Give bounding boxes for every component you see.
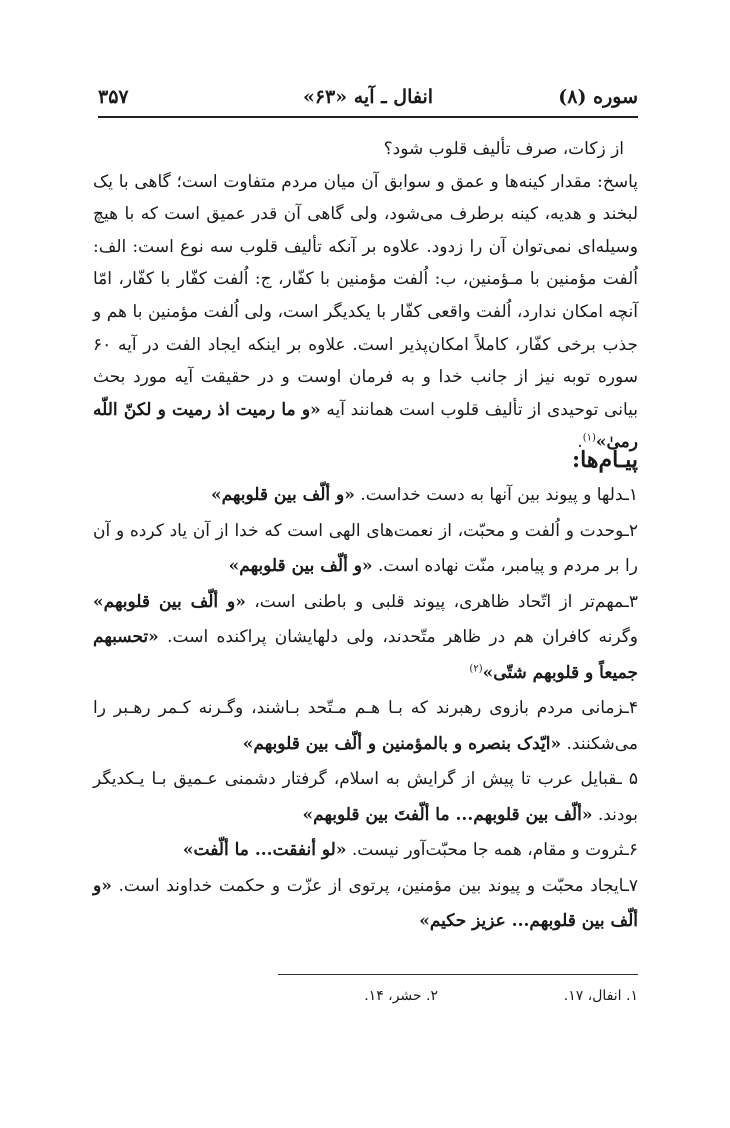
item-text: قبایل عرب تا پیش از گرایش به اسلام، گرفتار دشمنی عـمیق بـا یـکدیگر بودند. bbox=[93, 769, 638, 825]
item-number: ۵ ـ bbox=[616, 769, 638, 789]
list-item bbox=[93, 478, 638, 514]
verse-title: انفال ـ آیه «۶۳» bbox=[302, 86, 434, 108]
list-item bbox=[93, 833, 638, 869]
list-item bbox=[93, 585, 638, 692]
footnote-2: ۲. حشر، ۱۴. bbox=[364, 988, 438, 1004]
header-divider bbox=[98, 116, 638, 118]
surah-title: سوره (۸) bbox=[558, 86, 638, 108]
item-number: ۷ـ bbox=[623, 875, 638, 896]
item-text: ثروت و مقام، همه جا محبّت‌آور نیست. bbox=[346, 840, 624, 860]
section-title: پیـام‌ها: bbox=[572, 447, 638, 473]
item-number: ۳ـ bbox=[623, 591, 638, 612]
list-item bbox=[93, 762, 638, 833]
item-quote: «ایّدک بنصره و بالمؤمنین و ألّف بین قلوبهم» bbox=[242, 733, 562, 754]
item-quote-2: «تحسبهم جمیعاً و قلوبهم شتّی» bbox=[93, 627, 638, 683]
item-text: مهم‌تر از اتّحاد ظاهری، پیوند قلبی و باطنی است، bbox=[245, 591, 624, 612]
item-number: ۴ـ bbox=[623, 698, 638, 718]
footnote-ref-1: (۱) bbox=[582, 432, 596, 444]
item-text: زمانی مردم بازوی رهبرند که بـا هـم مـتّحد بـاشند، وگـرنه کـمر رهـبر را می‌شکنند. bbox=[93, 698, 638, 754]
answer-end: . bbox=[577, 432, 583, 453]
footnote-ref-2: (۲) bbox=[469, 662, 483, 674]
item-quote: «و ألّف بین قلوبهم... عزیز حکیم» bbox=[93, 875, 638, 931]
question-line: از زکات، صرف تألیف قلوب شود؟ bbox=[383, 139, 624, 159]
answer-quote: «و ما رمیت اذ رمیت و لکنّ اللّه رمیٰ» bbox=[93, 399, 638, 453]
item-quote: «لو أنفقت... ما ألّفت» bbox=[182, 840, 347, 860]
answer-paragraph bbox=[93, 166, 638, 459]
list-item bbox=[93, 869, 638, 940]
footnote-1: ۱. انفال، ۱۷. bbox=[563, 988, 638, 1004]
answer-block bbox=[93, 133, 638, 459]
item-quote: «و ألّف بین قلوبهم» bbox=[93, 591, 246, 612]
item-quote: «ألّف بین قلوبهم... ما ألّفتَ بین قلوبهم» bbox=[302, 804, 593, 825]
item-quote: «و ألّف بین قلوبهم» bbox=[210, 485, 355, 505]
item-text: ایجاد محبّت و پیوند بین مؤمنین، پرتوی از عزّت و حکمت خداوند است. bbox=[111, 875, 624, 896]
list-item bbox=[93, 514, 638, 585]
item-number: ۲ـ bbox=[623, 520, 638, 541]
footnote-divider bbox=[278, 974, 638, 975]
answer-text: پاسخ: مقدار کینه‌ها و عمق و سوابق آن میان مردم متفاوت است؛ گاهی با یک لبخند و هدیه، کینه برطرف می‌شود، ولی گاهی آن قدر عمیق است که با هیچ وسیله‌ای نمی‌توان آن را زدود. علاوه بر آنکه تألیف قلوب سه نوع است: الف: اُلفت مؤمنین با مـؤمنین، ب: اُلفت مؤمنین با کفّار، ج: اُلفت کفّار با کفّار، امّا آنچه امکان ندارد، اُلفت واقعی کفّار با یکدیگر است، ولی اُلفت مؤمنین با هم و جذب برخی کفّار، کاملاً امکان‌پذیر است. علاوه بر اینکه ایجاد الفت در آیه ۶۰ سوره توبه نیز از جانب خدا و به فرمان اوست و در حقیقت آیه مورد بحث بیانی توحیدی از تألیف قلوب است همانند آیه bbox=[93, 171, 638, 420]
item-text: وحدت و اُلفت و محبّت، از نعمت‌های الهی است که خدا از آن یاد کرده و آن را بر مردم و پیامبر، منّت نهاده است. bbox=[93, 520, 638, 576]
page-header bbox=[98, 86, 638, 114]
item-number: ۱ـ bbox=[623, 485, 638, 505]
item-text: دلها و پیوند بین آنها به دست خداست. bbox=[354, 485, 624, 505]
messages-list bbox=[93, 478, 638, 940]
item-number: ۶ـ bbox=[623, 840, 638, 860]
list-item bbox=[93, 691, 638, 762]
page-number: ۳۵۷ bbox=[98, 86, 129, 108]
item-text-after: وگرنه کافران هم در ظاهر متّحدند، ولی دلهایشان پراکنده است. bbox=[158, 627, 638, 647]
item-quote: «و ألّف بین قلوبهم» bbox=[228, 556, 373, 576]
